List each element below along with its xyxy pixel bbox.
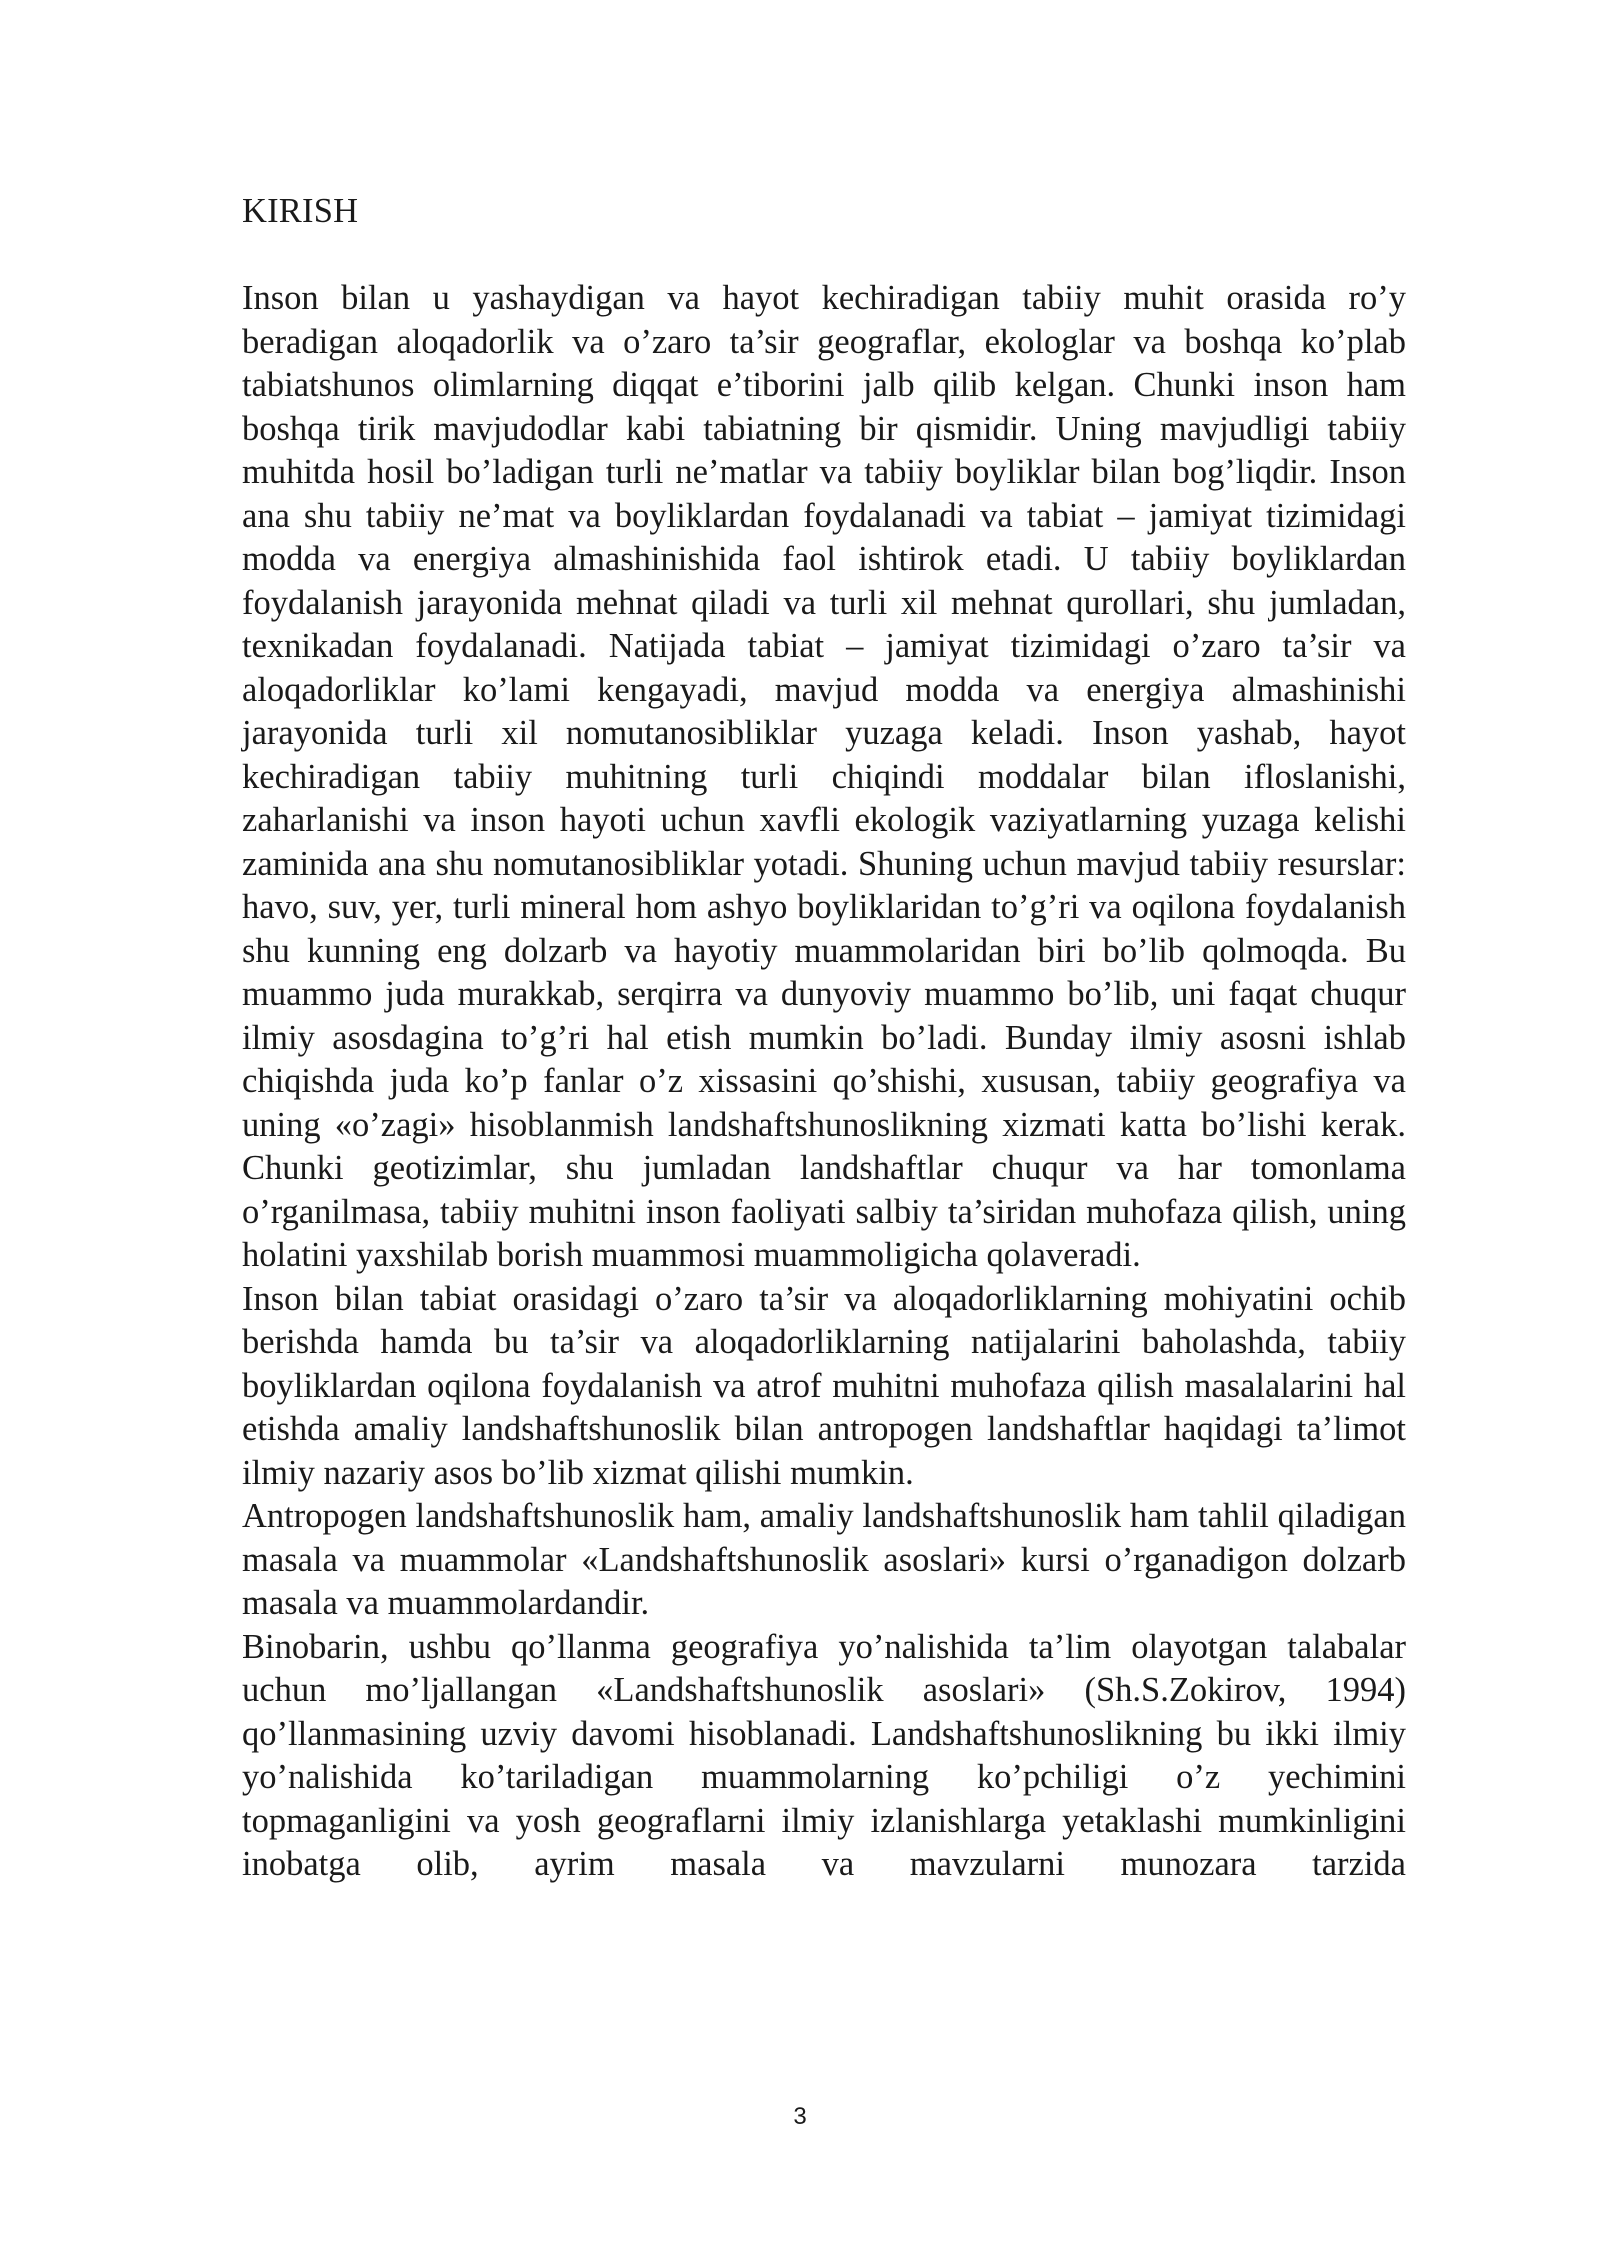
page-number: 3 [793,2103,807,2130]
paragraph-1: Inson bilan u yashaydigan va hayot kechiradigan tabiiy muhit orasida ro’y beradigan aloqadorlik va o’zaro ta’sir geograflar, ekologlar va boshqa ko’plab tabiatshunos olimlarning diqqat e’tiborini jalb qilib kelgan. Chunki inson ham boshqa tirik mavjudodlar kabi tabiatning bir qismidir. Uning mavjudligi tabiiy muhitda hosil bo’ladigan turli ne’matlar va tabiiy boyliklar bilan bog’liqdir. Inson ana shu tabiiy ne’mat va boyliklardan foydalanadi va tabiat – jamiyat tizimidagi modda va energiya almashinishida faol ishtirok etadi. U tabiiy boyliklardan foydalanish jarayonida mehnat qiladi va turli xil mehnat qurollari, shu jumladan, texnikadan foydalanadi. Natijada tabiat – jamiyat tizimidagi o’zaro ta’sir va aloqadorliklar ko’lami kengayadi, mavjud modda va energiya almashinishi jarayonida turli xil nomutanosibliklar yuzaga keladi. Inson yashab, hayot kechiradigan tabiiy muhitning turli chiqindi moddalar bilan ifloslanishi, zaharlanishi va inson hayoti uchun xavfli ekologik vaziyatlarning yuzaga kelishi zaminida ana shu nomutanosibliklar yotadi. Shuning uchun mavjud tabiiy resurslar: havo, suv, yer, turli mineral hom ashyo boyliklaridan to’g’ri va oqilona foydalanish shu kunning eng dolzarb va hayotiy muammolaridan biri bo’lib qolmoqda. Bu muammo juda murakkab, serqirra va dunyoviy muammo bo’lib, uni faqat chuqur ilmiy asosdagina to’g’ri hal etish mumkin bo’ladi. Bunday ilmiy asosni ishlab chiqishda juda ko’p fanlar o’z xissasini qo’shishi, xususan, tabiiy geografiya va uning «o’zagi» hisoblanmish landshaftshunoslikning xizmati katta bo’lishi kerak. Chunki geotizimlar, shu jumladan landshaftlar chuqur va har tomonlama o’rganilmasa, tabiiy muhitni inson faoliyati salbiy ta’siridan muhofaza qilish, uning holatini yaxshilab borish muammosi muammoligicha qolaveradi. [242,279,1406,1274]
paragraph-2: Inson bilan tabiat orasidagi o’zaro ta’sir va aloqadorliklarning mohiyatini ochib berishda hamda bu ta’sir va aloqadorliklarning natijalarini baholashda, tabiiy boyliklardan oqilona foydalanish va atrof muhitni muhofaza qilish masalalarini hal etishda amaliy landshaftshunoslik bilan antropogen landshaftlar haqidagi ta’limot ilmiy nazariy asos bo’lib xizmat qilishi mumkin. [242,1279,1406,1492]
page-content [242,190,1406,1887]
paragraph-3: Antropogen landshaftshunoslik ham, amaliy landshaftshunoslik ham tahlil qiladigan masala va muammolar «Landshaftshunoslik asoslari» kursi o’rganadigon dolzarb masala va muammolardandir. [242,1497,1406,1622]
section-heading: KIRISH [242,192,359,230]
paragraph-4: Binobarin, ushbu qo’llanma geografiya yo’nalishida ta’lim olayotgan talabalar uchun mo’ljallangan «Landshaftshunoslik asoslari» (Sh.S.Zokirov, 1994) qo’llanmasining uzviy davomi hisoblanadi. Landshaftshunoslikning bu ikki ilmiy yo’nalishida ko’tariladigan muammolarning ko’pchiligi o’z yechimini topmaganligini va yosh geograflarni ilmiy izlanishlarga yetaklashi mumkinligini inobatga olib, ayrim masala va mavzularni munozara tarzida [242,1627,1406,1883]
